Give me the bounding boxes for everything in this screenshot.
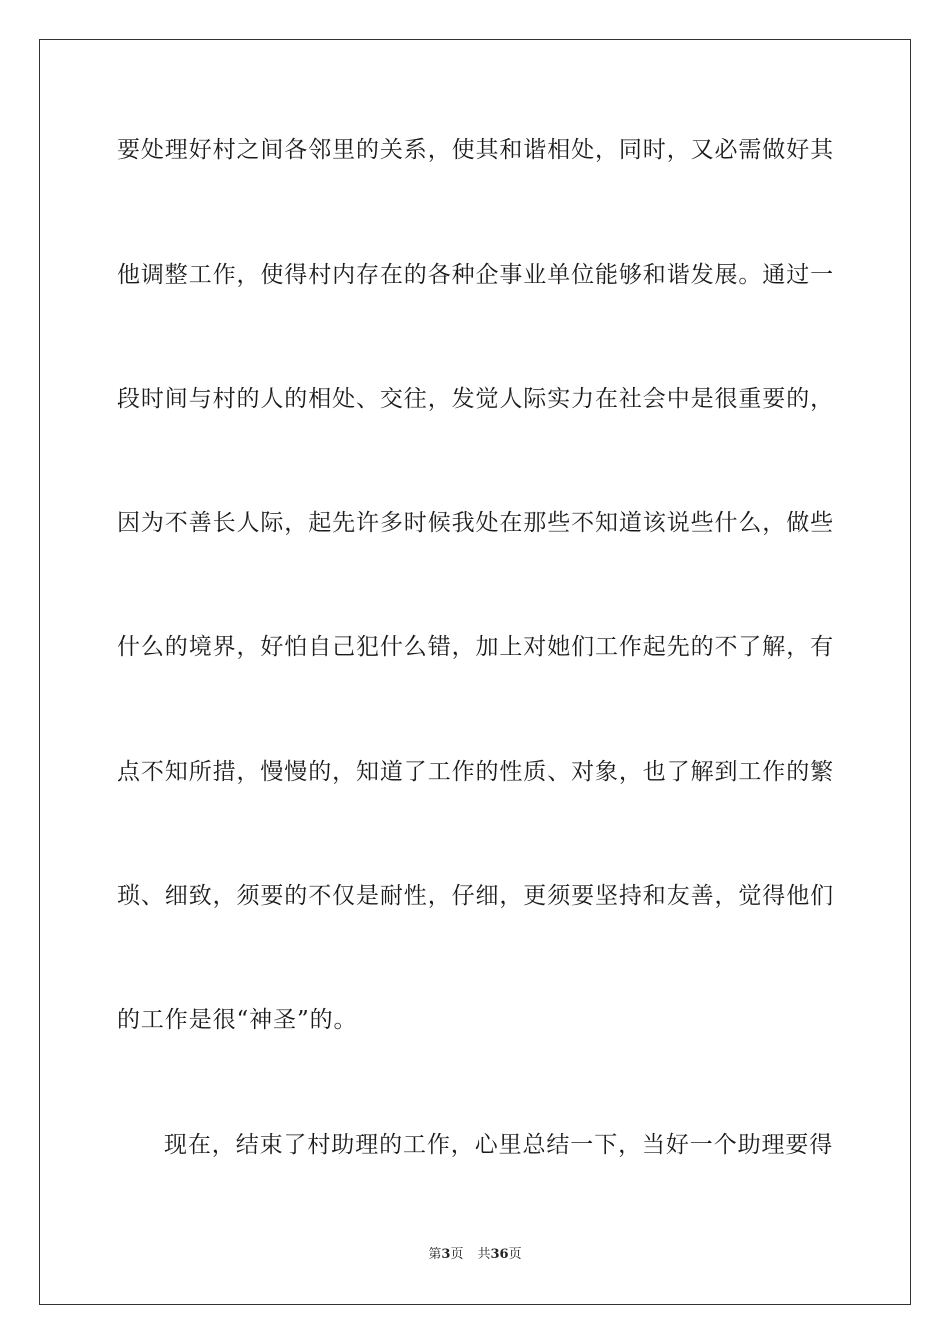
- body-text-line: 点不知所措，慢慢的，知道了工作的性质、对象，也了解到工作的繁: [117, 759, 834, 785]
- body-text-line: 的工作是很“神圣”的。: [117, 1007, 358, 1033]
- page-footer: [0, 1246, 950, 1264]
- total-suffix: 页: [508, 1247, 522, 1262]
- body-text-line: 琐、细致，须要的不仅是耐性，仔细，更须要坚持和友善，觉得他们: [117, 883, 834, 909]
- total-pages: 36: [490, 1247, 509, 1262]
- body-text-line: 什么的境界，好怕自己犯什么错，加上对她们工作起先的不了解，有: [117, 634, 834, 660]
- page-number: 3: [441, 1247, 451, 1262]
- page-suffix: 页: [450, 1247, 464, 1262]
- body-text-line: 因为不善长人际，起先许多时候我处在那些不知道该说些什么，做些: [117, 510, 834, 536]
- body-text-line: 他调整工作，使得村内存在的各种企事业单位能够和谐发展。通过一: [117, 262, 834, 288]
- body-text-line: 段时间与村的人的相处、交往，发觉人际实力在社会中是很重要的，: [117, 386, 834, 412]
- paragraph-first-line: 现在，结束了村助理的工作，心里总结一下，当好一个助理要得: [164, 1132, 834, 1158]
- page-prefix: 第: [428, 1247, 442, 1262]
- total-prefix: 共: [477, 1247, 491, 1262]
- page-border: [39, 39, 911, 1305]
- body-text-line: 要处理好村之间各邻里的关系，使其和谐相处，同时，又必需做好其: [117, 137, 834, 163]
